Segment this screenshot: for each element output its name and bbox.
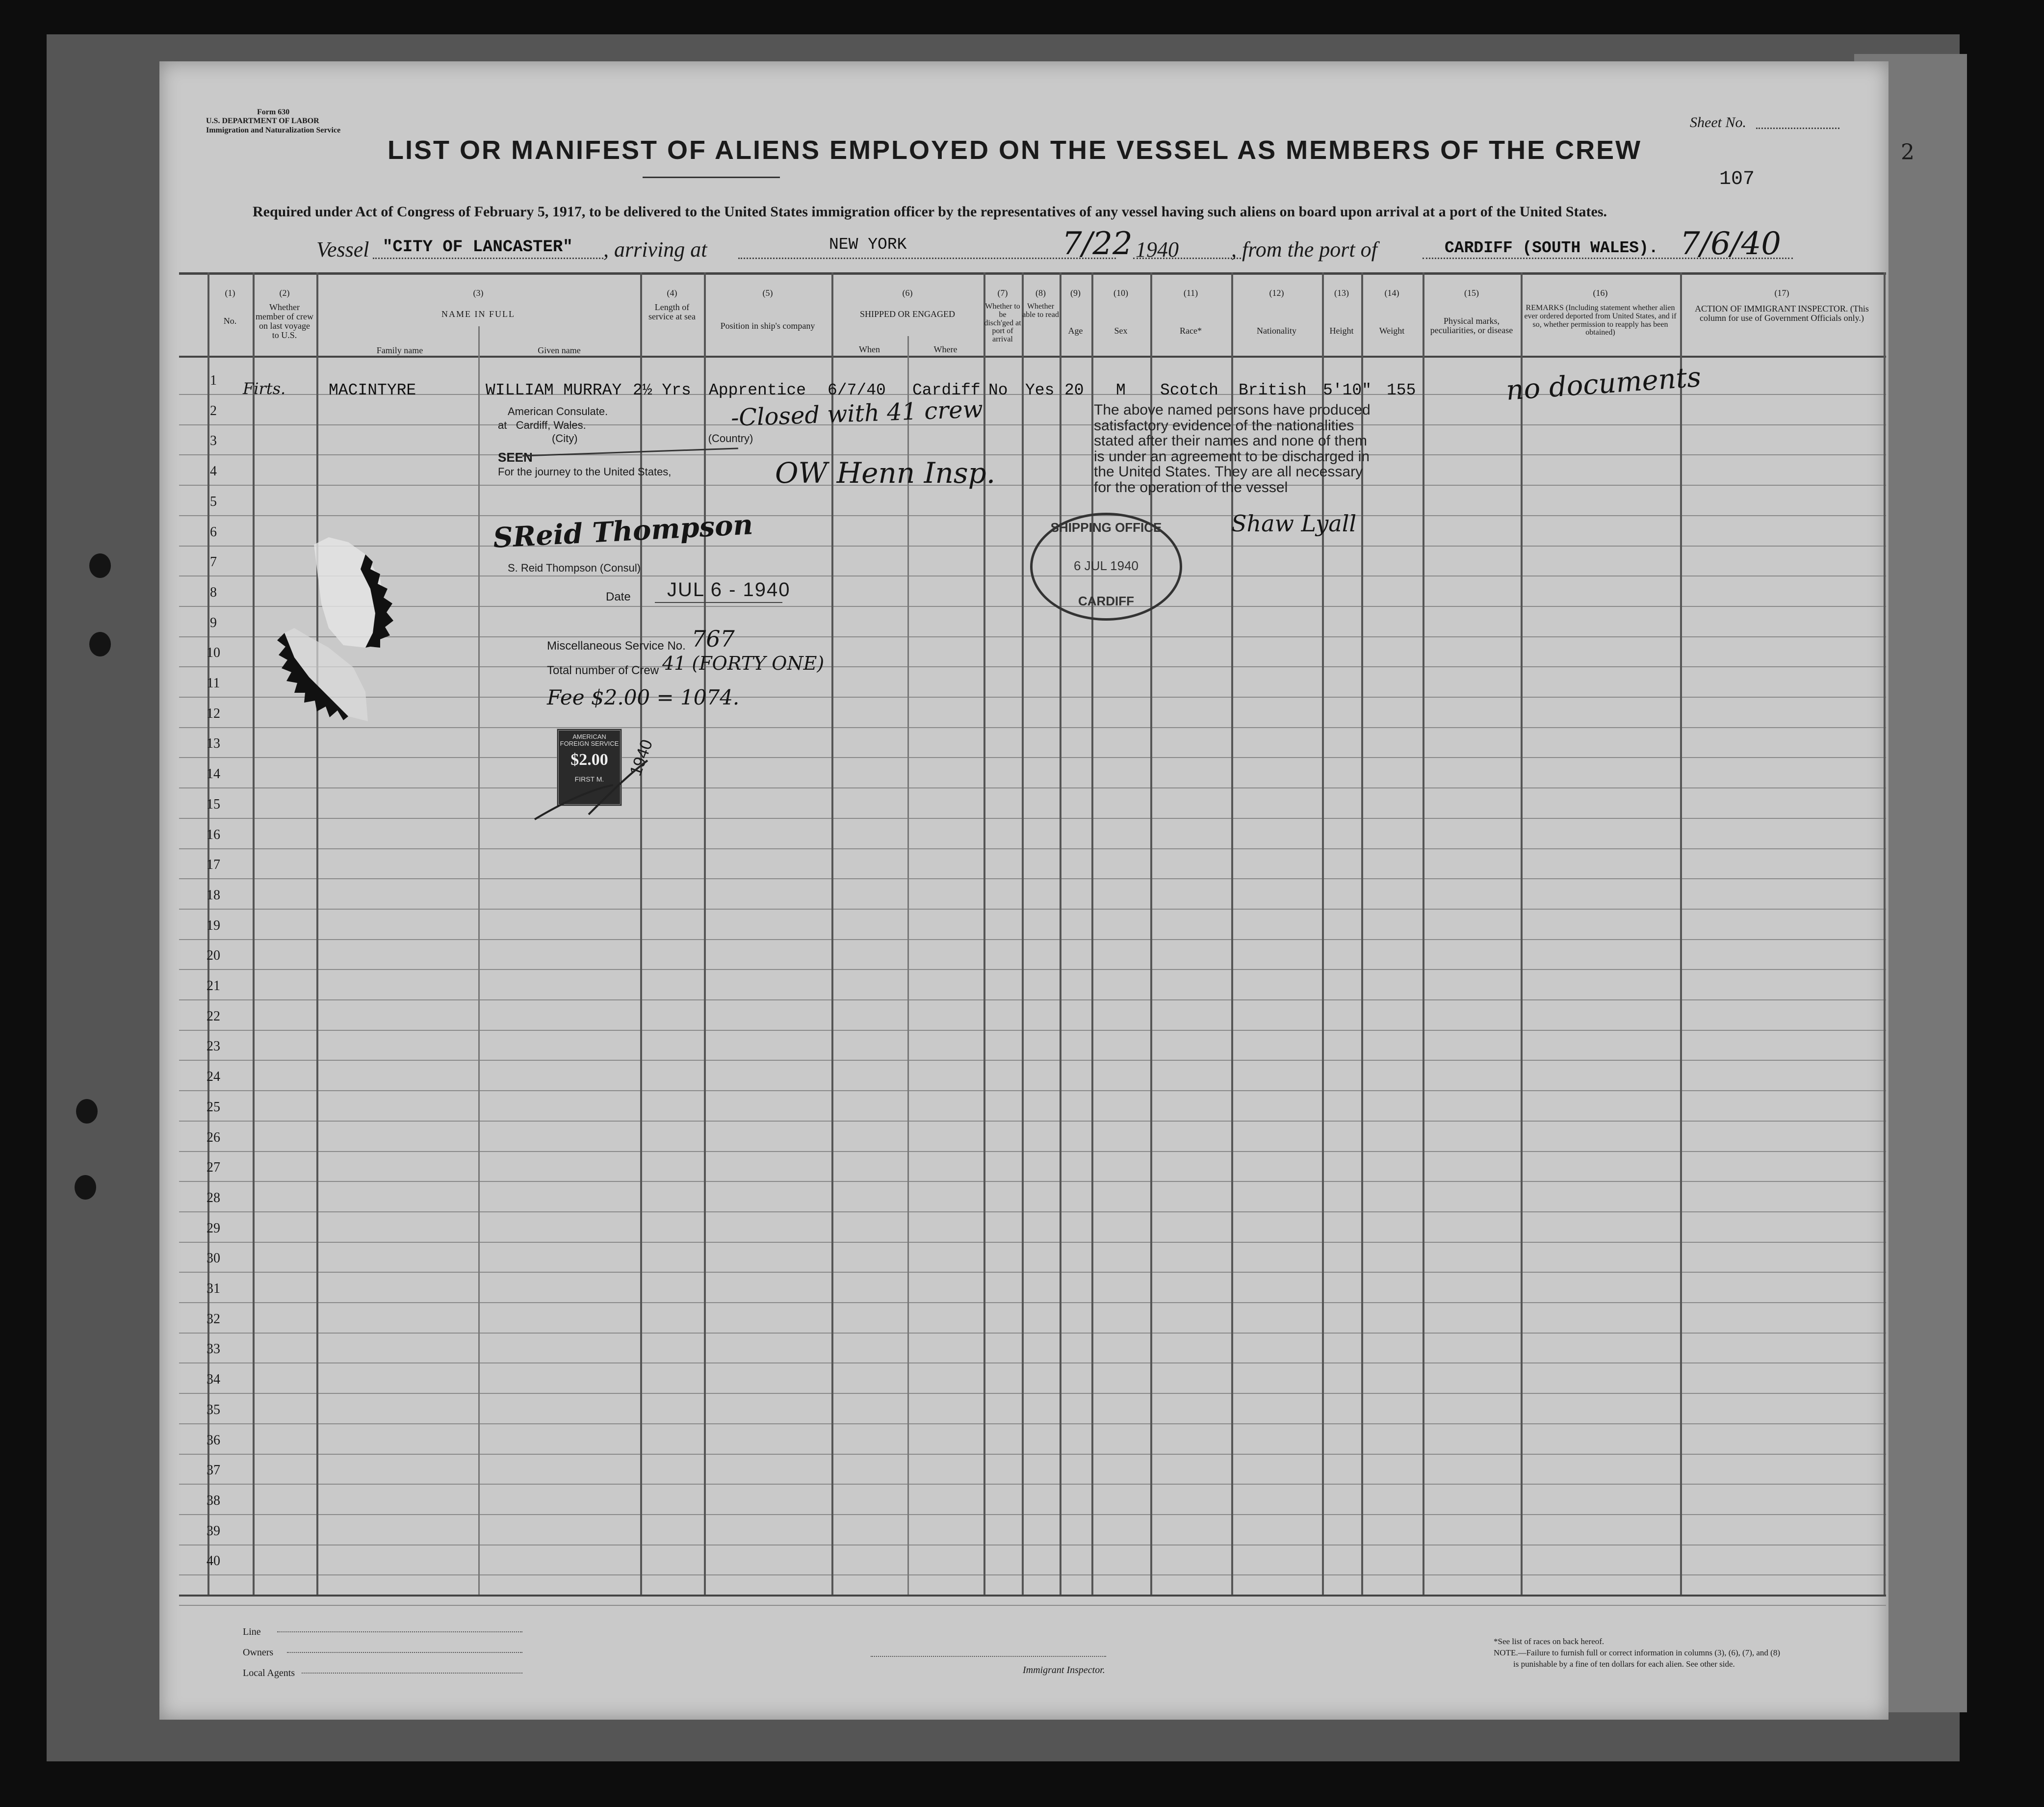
- col-divider: [1423, 272, 1424, 1595]
- punch-hole: [75, 1175, 96, 1200]
- corner-mark: 2: [1901, 140, 1915, 165]
- row-rule: [179, 1333, 1886, 1334]
- statement-line: satisfactory evidence of the nationalities: [1094, 417, 1354, 434]
- footer-owners-field: [287, 1652, 522, 1653]
- col-num-2: (2): [279, 288, 290, 298]
- table-top-rule: [179, 272, 1886, 275]
- row-number: 3: [210, 433, 217, 448]
- crew-total-label: Total number of Crew: [547, 664, 659, 677]
- col-divider: [1091, 272, 1093, 1595]
- consul-stamp: [498, 405, 753, 479]
- entry-read: Yes: [1025, 381, 1055, 399]
- row-number: 39: [207, 1523, 220, 1539]
- round-stamp-bottom: CARDIFF: [1078, 594, 1135, 608]
- col-head-weight: Weight: [1379, 326, 1405, 336]
- revenue-stamp-top: AMERICAN FOREIGN SERVICE: [560, 733, 619, 748]
- col-num-7: (7): [997, 288, 1008, 298]
- row-number: 29: [207, 1221, 220, 1236]
- fee-note: Fee $2.00 = 1074.: [547, 685, 740, 709]
- row-number: 7: [210, 554, 217, 570]
- footer-owners-label: Owners: [243, 1647, 274, 1658]
- col-head-where: Where: [933, 344, 957, 354]
- col-head-age: Age: [1068, 326, 1083, 336]
- from-label: , from the port of: [1231, 237, 1377, 262]
- revenue-cancel: 1940: [626, 737, 657, 779]
- row-rule: [179, 787, 1886, 788]
- col-head-no: No.: [223, 316, 237, 326]
- footer-notes: [1494, 1636, 1780, 1670]
- row-rule: [179, 878, 1886, 879]
- row-number: 9: [210, 615, 217, 630]
- form-number: Form 630: [257, 108, 290, 116]
- entry-when: 6/7/40: [828, 381, 886, 399]
- misc-service-label: Miscellaneous Service No.: [547, 639, 686, 653]
- col-num-13: (13): [1334, 288, 1349, 298]
- row-rule: [179, 1514, 1886, 1515]
- col-head-discharge: Whether to be disch'ged at port of arrival: [984, 302, 1021, 344]
- row-rule: [179, 1605, 1886, 1606]
- row-number: 34: [207, 1372, 220, 1387]
- col-head-read: Whether able to read: [1022, 302, 1059, 319]
- header-bottom-rule: [179, 356, 1886, 358]
- col-head-shipped: SHIPPED OR ENGAGED: [859, 309, 955, 319]
- row-number: 6: [210, 524, 217, 540]
- row-rule: [179, 939, 1886, 940]
- row-rule: [179, 757, 1886, 758]
- punch-hole: [89, 553, 111, 578]
- footer-agents-label: Local Agents: [243, 1668, 295, 1678]
- row-rule: [179, 1181, 1886, 1182]
- statement-line: The above named persons have produced: [1094, 402, 1371, 418]
- row-number: 24: [207, 1069, 220, 1084]
- col-num-9: (9): [1070, 288, 1081, 298]
- col-num-11: (11): [1183, 288, 1198, 298]
- round-stamp: [1030, 513, 1182, 621]
- sheet-no-line: [1756, 128, 1839, 129]
- row-rule: [179, 485, 1886, 486]
- entry-age: 20: [1064, 381, 1084, 399]
- row-rule: [179, 1454, 1886, 1455]
- row-rule: [179, 697, 1886, 698]
- statement-line: stated after their names and none of them: [1094, 433, 1368, 449]
- consulate-name: American Consulate.: [508, 405, 608, 418]
- vessel-label: Vessel: [316, 237, 369, 262]
- round-stamp-top: SHIPPING OFFICE: [1050, 520, 1162, 535]
- row-number: 35: [207, 1402, 220, 1417]
- row-number: 19: [207, 918, 220, 933]
- row-number: 1: [210, 373, 217, 388]
- row-number: 33: [207, 1341, 220, 1357]
- sheet-no-label: Sheet No.: [1690, 114, 1746, 131]
- footer-line-field: [277, 1631, 522, 1632]
- col-head-sex: Sex: [1114, 326, 1128, 336]
- statement-line: is under an agreement to be discharged in: [1094, 448, 1370, 465]
- journey-label: For the journey to the United States,: [498, 466, 672, 478]
- date-underline: [655, 602, 782, 603]
- row-number: 22: [207, 1009, 220, 1024]
- col-num-17: (17): [1774, 288, 1789, 298]
- row-number: 23: [207, 1039, 220, 1054]
- from-port: CARDIFF (SOUTH WALES).: [1445, 239, 1658, 257]
- col-head-remarks: REMARKS (Including statement whether alien ever ordered deported from United States, and if so, whether permission to reapply has been obtained): [1524, 304, 1677, 337]
- year: 1940: [1136, 237, 1179, 262]
- col-head-position: Position in ship's company: [720, 321, 815, 331]
- row-rule: [179, 1090, 1886, 1091]
- row-rule: [179, 1272, 1886, 1273]
- manifest-sheet: [159, 61, 1915, 1720]
- row-rule: [179, 1423, 1886, 1424]
- row-rule: [179, 1211, 1886, 1212]
- row-number: 31: [207, 1281, 220, 1296]
- row-rule: [179, 1242, 1886, 1243]
- col-head-marks: Physical marks, peculiarities, or disease: [1430, 316, 1513, 335]
- inspector-field: [871, 1656, 1106, 1657]
- entry-position: Apprentice: [709, 381, 806, 399]
- col-num-15: (15): [1464, 288, 1479, 298]
- row-number: 20: [207, 948, 220, 963]
- col-num-16: (16): [1593, 288, 1608, 298]
- revenue-stamp-value: $2.00: [570, 750, 608, 769]
- row-rule: [179, 1393, 1886, 1394]
- row-rule: [179, 1574, 1886, 1575]
- col-divider: [907, 336, 909, 1595]
- consul-name: S. Reid Thompson (Consul): [508, 562, 641, 574]
- row-number: 36: [207, 1433, 220, 1448]
- penalty-note: NOTE.—Failure to furnish full or correct information in columns (3), (6), (7), and (8): [1494, 1648, 1780, 1657]
- row-rule: [179, 969, 1886, 970]
- col-num-3: (3): [473, 288, 484, 298]
- row-number: 8: [210, 585, 217, 600]
- row-number: 14: [207, 766, 220, 782]
- row-number: 28: [207, 1190, 220, 1205]
- seen-label: SEEN: [498, 449, 533, 465]
- row-number: 40: [207, 1553, 220, 1569]
- statement-signature: Shaw Lyall: [1231, 510, 1357, 537]
- row-rule: [179, 454, 1886, 455]
- col-num-1: (1): [225, 288, 235, 298]
- row-number: 27: [207, 1160, 220, 1175]
- row-rule: [179, 666, 1886, 667]
- row-rule: [179, 999, 1886, 1000]
- row-number: 11: [207, 676, 220, 691]
- entry-remarks: no documents: [1505, 361, 1702, 407]
- row-number: 21: [207, 978, 220, 994]
- row-number: 10: [207, 645, 220, 660]
- misc-service-value: 767: [692, 626, 735, 652]
- col-divider: [1060, 272, 1061, 1595]
- page-subtitle: Required under Act of Congress of February 5, 1917, to be delivered to the United States immigration officer by the representatives of any vessel having such aliens on board upon arrival at a port of the United States.: [253, 204, 1607, 220]
- row-rule: [179, 1302, 1886, 1303]
- row-rule: [179, 1030, 1886, 1031]
- entry-length-service: 2½ Yrs: [633, 381, 691, 399]
- entry-family-name: MACINTYRE: [329, 381, 416, 399]
- arriving-label: , arriving at: [603, 237, 707, 262]
- col-divider: [1680, 272, 1682, 1595]
- col-head-height: Height: [1329, 326, 1354, 336]
- row-rule: [179, 424, 1886, 425]
- col-head-last-voyage: Whether member of crew on last voyage to U.S.: [256, 302, 313, 340]
- city-label: (City): [552, 432, 578, 445]
- col-head-when: When: [859, 344, 880, 354]
- row-rule: [179, 909, 1886, 910]
- vessel-line: [373, 258, 603, 259]
- revenue-stamp-bottom: FIRST M.: [574, 775, 604, 783]
- row-number: 38: [207, 1493, 220, 1508]
- row-number: 2: [210, 403, 217, 419]
- department: U.S. DEPARTMENT OF LABOR: [206, 117, 319, 126]
- row-number: 15: [207, 797, 220, 812]
- arrival-date: 7/22: [1062, 226, 1133, 262]
- col-divider: [1884, 272, 1886, 1595]
- row-number: 37: [207, 1463, 220, 1478]
- row-number: 16: [207, 827, 220, 842]
- col-num-14: (14): [1384, 288, 1399, 298]
- punch-hole: [89, 632, 111, 656]
- entry-given-name: WILLIAM MURRAY: [486, 381, 622, 399]
- col-num-12: (12): [1269, 288, 1284, 298]
- date-label: Date: [606, 590, 631, 603]
- entry-weight: 155: [1387, 381, 1416, 399]
- row-rule: [179, 727, 1886, 728]
- row-number: 12: [207, 706, 220, 721]
- col-divider: [316, 272, 318, 1595]
- page-number: 107: [1719, 168, 1755, 190]
- row-rule: [179, 818, 1886, 819]
- punch-hole: [76, 1099, 98, 1124]
- col-head-action: ACTION OF IMMIGRANT INSPECTOR. (This column for use of Government Officials only.): [1695, 304, 1869, 323]
- penalty-note-2: is punishable by a fine of ten dollars for each alien. See other side.: [1513, 1659, 1735, 1669]
- col-head-given-name: Given name: [538, 345, 581, 355]
- row-rule: [179, 1362, 1886, 1363]
- races-note: *See list of races on back hereof.: [1494, 1637, 1604, 1646]
- consul-date: JUL 6 - 1940: [667, 579, 791, 601]
- from-date: 7/6/40: [1680, 226, 1781, 262]
- entry-discharged: No: [988, 381, 1008, 399]
- row-rule: [179, 1484, 1886, 1485]
- row-rule: [179, 515, 1886, 516]
- round-stamp-date: 6 JUL 1940: [1073, 558, 1139, 573]
- entry-last-voyage: Firts.: [243, 379, 286, 398]
- row-number: 30: [207, 1251, 220, 1266]
- row-number: 5: [210, 494, 217, 509]
- entry-where: Cardiff: [912, 381, 981, 399]
- inspector-label: Immigrant Inspector.: [1023, 1665, 1105, 1676]
- entry-race: Scotch: [1160, 381, 1218, 399]
- vessel-name: "CITY OF LANCASTER": [383, 238, 573, 257]
- col-num-4: (4): [667, 288, 677, 298]
- row-number: 13: [207, 736, 220, 751]
- page-title: LIST OR MANIFEST OF ALIENS EMPLOYED ON THE VESSEL AS MEMBERS OF THE CREW: [388, 135, 1642, 165]
- row-rule: [179, 636, 1886, 637]
- entry-sex: M: [1116, 381, 1126, 399]
- col-divider: [1022, 272, 1024, 1595]
- row-number: 32: [207, 1311, 220, 1327]
- arriving-line: [738, 258, 1116, 259]
- col-head-nationality: Nationality: [1257, 326, 1296, 336]
- statement-line: for the operation of the vessel: [1094, 479, 1288, 496]
- inspector-note: OW Henn Insp.: [775, 456, 996, 490]
- table-bottom-rule: [179, 1595, 1886, 1597]
- row-rule: [179, 848, 1886, 849]
- arriving-port: NEW YORK: [829, 236, 907, 254]
- col-divider: [478, 326, 480, 1595]
- title-rule: [643, 177, 780, 178]
- consulate-city: Cardiff, Wales.: [516, 419, 586, 431]
- entry-height: 5'10": [1323, 381, 1372, 399]
- col-divider: [1521, 272, 1523, 1595]
- row-number: 25: [207, 1100, 220, 1115]
- col-divider: [253, 272, 255, 1595]
- col-num-8: (8): [1035, 288, 1046, 298]
- form-header: [206, 108, 340, 135]
- row-number: 26: [207, 1130, 220, 1145]
- consulate-at: at: [498, 419, 507, 431]
- row-rule: [179, 1151, 1886, 1152]
- row-rule: [179, 1060, 1886, 1061]
- col-head-name: NAME IN FULL: [441, 309, 515, 319]
- row-rule: [179, 546, 1886, 547]
- cancel-scrawl: [530, 746, 657, 824]
- col-num-6: (6): [902, 288, 913, 298]
- row-rule: [179, 1121, 1886, 1122]
- col-num-5: (5): [762, 288, 773, 298]
- crew-total-value: 41 (FORTY ONE): [662, 653, 825, 674]
- service-name: Immigration and Naturalization Service: [206, 126, 341, 134]
- consul-signature: SReid Thompson: [492, 508, 754, 554]
- footer-agents-field: [302, 1673, 522, 1674]
- statement-line: the United States. They are all necessary: [1094, 464, 1363, 480]
- row-number: 18: [207, 888, 220, 903]
- entry-nationality: British: [1239, 381, 1307, 399]
- row-number: 4: [210, 464, 217, 479]
- embossed-seal: [275, 535, 427, 726]
- nationality-statement: [1094, 402, 1371, 495]
- col-head-length: Length of service at sea: [648, 302, 696, 321]
- col-head-family-name: Family name: [376, 345, 423, 355]
- col-head-race: Race*: [1180, 326, 1202, 336]
- col-num-10: (10): [1113, 288, 1128, 298]
- country-label: (Country): [708, 432, 753, 445]
- closed-note: -Closed with 41 crew: [730, 395, 983, 432]
- row-number: 17: [207, 857, 220, 872]
- footer-line-label: Line: [243, 1626, 261, 1637]
